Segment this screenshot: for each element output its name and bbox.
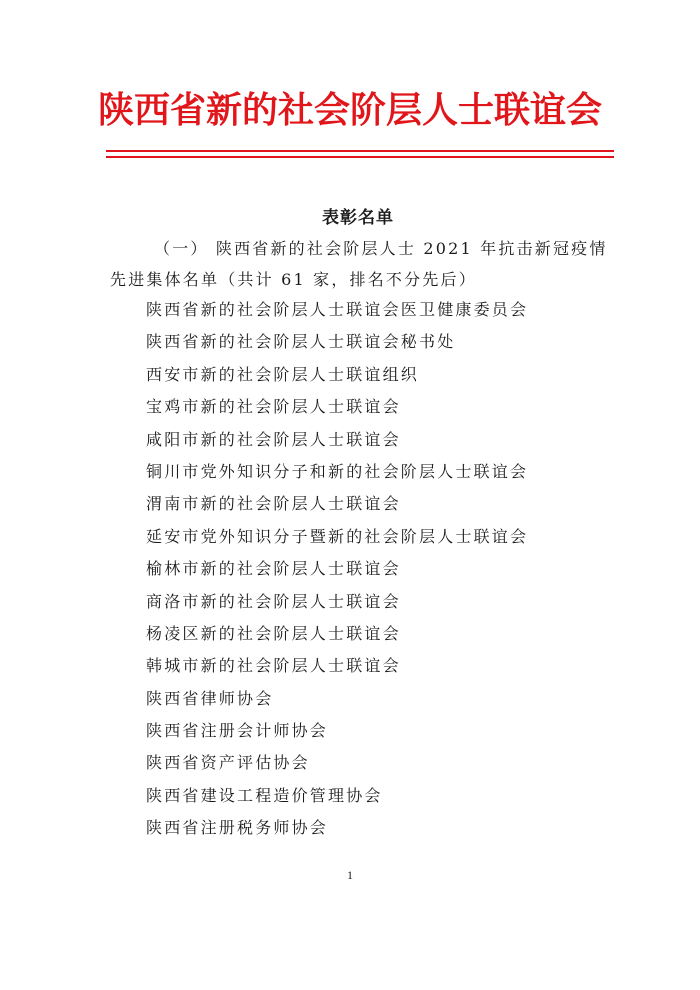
letterhead-divider-thick (106, 150, 614, 152)
list-item: 商洛市新的社会阶层人士联谊会 (146, 591, 401, 611)
list-item: 延安市党外知识分子暨新的社会阶层人士联谊会 (146, 526, 529, 546)
list-item: 陕西省律师协会 (146, 688, 274, 708)
list-item: 咸阳市新的社会阶层人士联谊会 (146, 429, 401, 449)
intro-line-1: （一） 陕西省新的社会阶层人士 2021 年抗击新冠疫情 (154, 239, 608, 258)
list-item: 陕西省新的社会阶层人士联谊会秘书处 (146, 332, 456, 352)
list-item: 陕西省注册会计师协会 (146, 721, 329, 741)
list-item: 榆林市新的社会阶层人士联谊会 (146, 559, 401, 579)
list-item: 陕西省资产评估协会 (146, 753, 310, 773)
list-item: 铜川市党外知识分子和新的社会阶层人士联谊会 (146, 461, 529, 481)
list-item: 陕西省建设工程造价管理协会 (146, 785, 383, 805)
list-item: 杨凌区新的社会阶层人士联谊会 (146, 623, 401, 643)
document-heading: 表彰名单 (322, 208, 394, 228)
list-item: 渭南市新的社会阶层人士联谊会 (146, 494, 401, 514)
honoree-list (146, 294, 528, 845)
list-item: 西安市新的社会阶层人士联谊组织 (146, 364, 420, 384)
intro-line-2: 先进集体名单（共计 61 家，排名不分先后） (110, 270, 477, 289)
list-item: 宝鸡市新的社会阶层人士联谊会 (146, 397, 401, 417)
letterhead-title: 陕西省新的社会阶层人士联谊会 (97, 89, 602, 131)
intro-paragraph (110, 233, 630, 295)
list-item: 陕西省注册税务师协会 (146, 818, 329, 838)
list-item: 韩城市新的社会阶层人士联谊会 (146, 656, 401, 676)
page-number: 1 (347, 868, 353, 882)
list-item: 陕西省新的社会阶层人士联谊会医卫健康委员会 (146, 300, 529, 319)
letterhead-divider-thin (106, 156, 614, 158)
